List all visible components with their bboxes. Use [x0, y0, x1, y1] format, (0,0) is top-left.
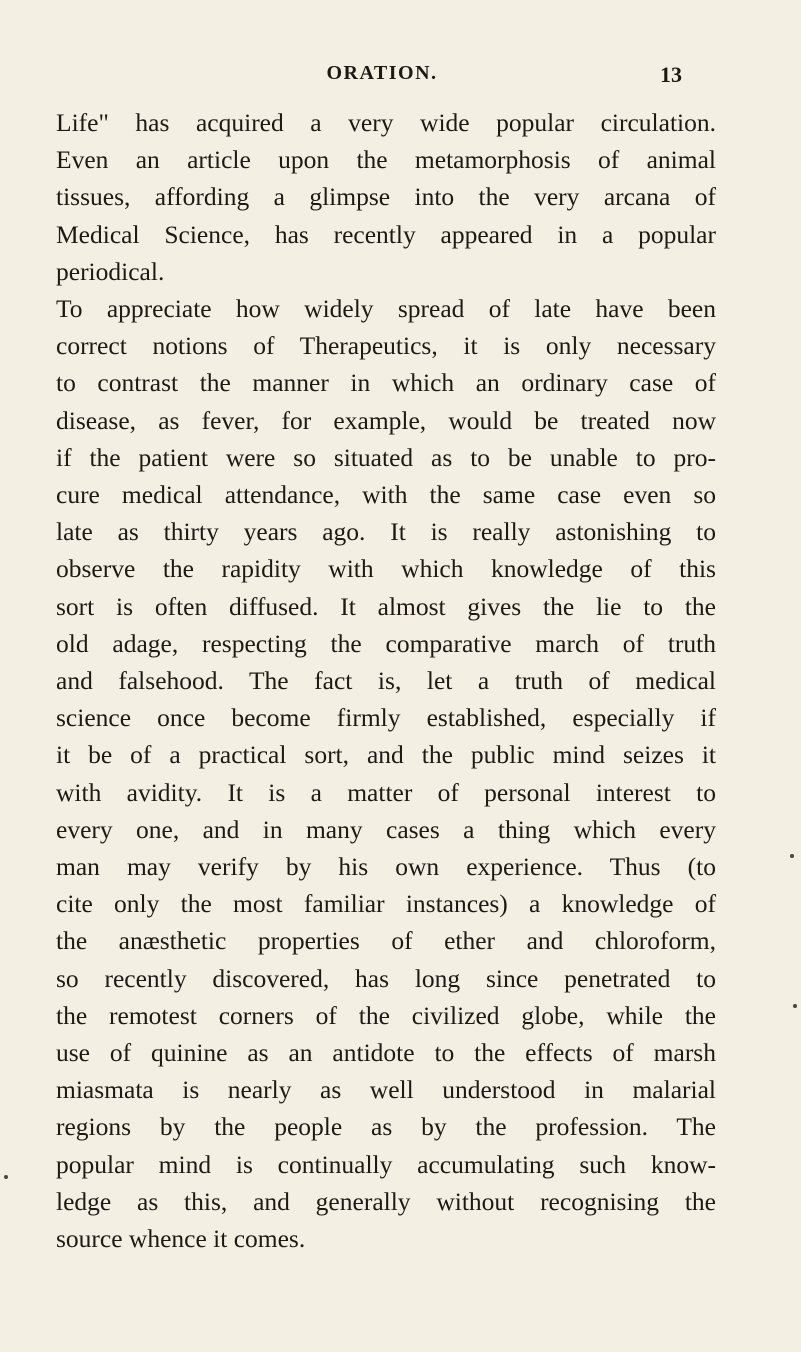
text-line: Life" has acquired a very wide popular circulation.: [56, 108, 716, 137]
ink-speck: [4, 1175, 8, 1179]
text-line: disease, as fever, for example, would be treated now: [56, 405, 716, 435]
text-line: late as thirty years ago. It is really astonishing to: [56, 517, 716, 547]
text-line: miasmata is nearly as well understood in malarial: [56, 1075, 716, 1105]
text-line: so recently discovered, has long since penetrated to: [56, 963, 716, 993]
text-line: science once become firmly established, especially if: [56, 703, 716, 733]
text-line: observe the rapidity with which knowledge of this: [56, 554, 716, 584]
text-line: correct notions of Therapeutics, it is only necessary: [56, 331, 716, 361]
text-line: cure medical attendance, with the same case even so: [56, 480, 716, 510]
text-line: periodical.: [56, 256, 165, 286]
text-line: source whence it comes.: [56, 1224, 306, 1254]
text-line: every one, and in many cases a thing which every: [56, 814, 716, 844]
text-line: man may verify by his own experience. Thus (to: [56, 852, 716, 882]
text-line: ledge as this, and generally without recognising the: [56, 1186, 716, 1216]
text-line: if the patient were so situated as to be unable to pro-: [56, 442, 716, 472]
ink-speck: [793, 1004, 797, 1008]
text-line: to contrast the manner in which an ordinary case of: [56, 368, 716, 398]
text-line: with avidity. It is a matter of personal interest to: [56, 777, 716, 807]
text-line: cite only the most familiar instances) a knowledge of: [56, 889, 716, 919]
text-line: and falsehood. The fact is, let a truth of medical: [56, 666, 716, 696]
running-title: ORATION.: [326, 62, 438, 84]
text-line: it be of a practical sort, and the public mind seizes it: [56, 740, 716, 770]
text-line: tissues, affording a glimpse into the very arcana of: [56, 182, 716, 212]
running-head: [82, 62, 682, 88]
text-line: popular mind is continually accumulating such know-: [56, 1149, 716, 1179]
text-line: old adage, respecting the comparative march of truth: [56, 628, 716, 658]
text-line: use of quinine as an antidote to the effects of marsh: [56, 1038, 716, 1068]
text-line: regions by the people as by the profession. The: [56, 1112, 716, 1142]
text-line: sort is often diffused. It almost gives the lie to the: [56, 591, 716, 621]
body-text: [56, 104, 716, 1257]
page-number: 13: [660, 62, 682, 87]
text-line: Medical Science, has recently appeared in a popular: [56, 219, 716, 249]
text-line: the remotest corners of the civilized globe, while the: [56, 1000, 716, 1030]
ink-speck: [790, 854, 794, 858]
text-line: To appreciate how widely spread of late have been: [56, 294, 716, 324]
text-line: the anæsthetic properties of ether and chloroform,: [56, 926, 716, 956]
text-line: Even an article upon the metamorphosis of animal: [56, 145, 716, 175]
